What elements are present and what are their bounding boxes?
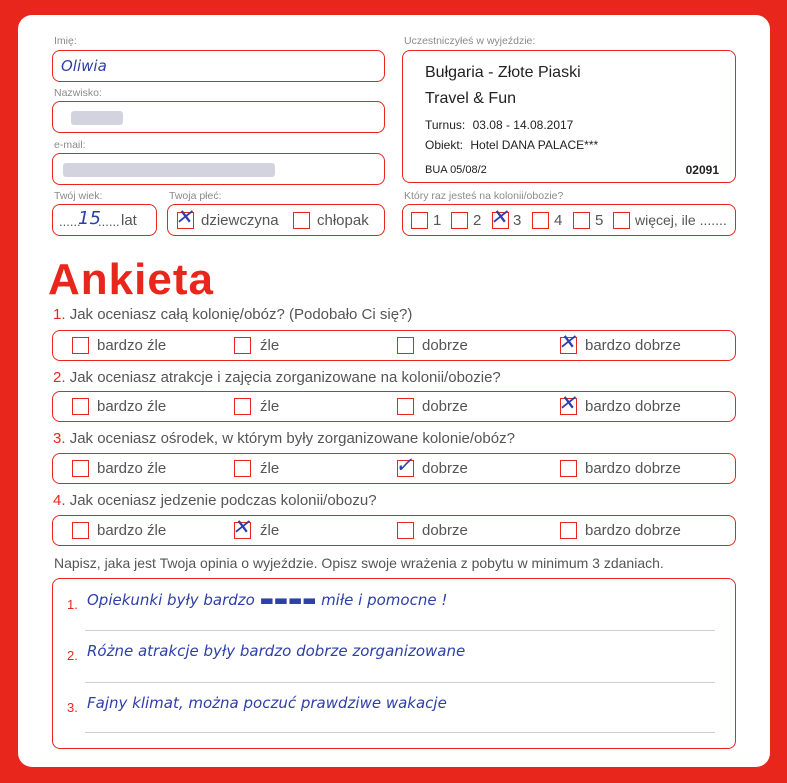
- check-mark-icon: ✓: [395, 454, 413, 477]
- q4-checkbox-zle[interactable]: [232, 516, 251, 539]
- q4-option-bardzo-dobrze: bardzo dobrze: [585, 522, 681, 539]
- trip-info-box: [402, 50, 736, 183]
- age-dots-right: ......: [98, 214, 120, 229]
- q3-option-bardzo-zle: bardzo źle: [97, 460, 167, 477]
- q4-option-dobrze: dobrze: [422, 522, 468, 539]
- opinion-line-3: Fajny klimat, można poczuć prawdziwe wakacje: [87, 694, 447, 712]
- trip-code: BUA 05/08/2: [425, 164, 487, 176]
- turnus-label: Turnus:: [425, 118, 466, 132]
- check-mark-icon: ✕: [558, 331, 576, 354]
- question-1: [53, 306, 412, 323]
- trip-number: 02091: [685, 163, 719, 177]
- obiekt-label: Obiekt:: [425, 138, 464, 152]
- q4-option-bardzo-zle: bardzo źle: [97, 522, 167, 539]
- opinion-line-2: Różne atrakcje były bardzo dobrze zorganizowane: [87, 642, 466, 660]
- q4-option-zle: źle: [260, 522, 280, 539]
- question-text: Jak oceniasz jedzenie podczas kolonii/obozu?: [69, 492, 377, 509]
- times-checkbox-2[interactable]: [451, 212, 468, 229]
- trip-turnus: [425, 118, 573, 132]
- question-3: [53, 430, 515, 447]
- opinion-line-1: Opiekunki były bardzo ▬▬▬▬ miłe i pomocne !: [87, 591, 448, 609]
- opinion-line-number: 3.: [67, 700, 78, 715]
- obiekt-value: Hotel DANA PALACE***: [470, 138, 599, 152]
- times-checkbox-3[interactable]: [490, 206, 509, 229]
- times-option-3: 3: [513, 212, 522, 229]
- q3-option-bardzo-dobrze: bardzo dobrze: [585, 460, 681, 477]
- gender-option-boy: chłopak: [317, 212, 369, 229]
- q1-option-bardzo-dobrze: bardzo dobrze: [585, 337, 681, 354]
- q1-checkbox-bardzo-dobrze[interactable]: [558, 331, 577, 354]
- gender-field: [167, 204, 385, 236]
- rating-row-3: [52, 453, 736, 484]
- gender-checkbox-girl[interactable]: [175, 206, 194, 229]
- surname-label: Nazwisko:: [54, 87, 102, 99]
- question-text: Jak oceniasz całą kolonię/obóz? (Podobało Ci się?): [69, 306, 413, 323]
- q2-checkbox-zle[interactable]: [234, 398, 251, 415]
- check-mark-icon: ✕: [558, 392, 576, 415]
- check-mark-icon: ✕: [175, 206, 193, 229]
- gender-checkbox-boy[interactable]: [293, 212, 310, 229]
- email-redacted: [63, 163, 275, 177]
- times-checkbox-4[interactable]: [532, 212, 549, 229]
- survey-title: Ankieta: [48, 255, 214, 304]
- question-number: 2.: [53, 369, 66, 386]
- times-option-1: 1: [433, 212, 442, 229]
- trip-destination: Bułgaria - Złote Piaski: [425, 64, 581, 81]
- opinion-prompt: Napisz, jaka jest Twoja opinia o wyjeździe. Opisz swoje wrażenia z pobytu w minimum 3 zdaniach.: [54, 555, 664, 571]
- line-divider: [85, 732, 715, 733]
- q2-option-zle: źle: [260, 398, 280, 415]
- opinion-box[interactable]: [52, 578, 736, 749]
- q1-option-dobrze: dobrze: [422, 337, 468, 354]
- q1-checkbox-bardzo-zle[interactable]: [72, 337, 89, 354]
- age-value: 15: [78, 208, 101, 229]
- q2-option-bardzo-zle: bardzo źle: [97, 398, 167, 415]
- q4-checkbox-bardzo-dobrze[interactable]: [560, 522, 577, 539]
- rating-row-1: [52, 330, 736, 361]
- question-number: 3.: [53, 430, 66, 447]
- times-checkbox-more[interactable]: [613, 212, 630, 229]
- trip-obiekt: [425, 138, 598, 152]
- age-unit: lat: [121, 212, 137, 229]
- surname-field[interactable]: [52, 101, 385, 133]
- times-option-5: 5: [595, 212, 604, 229]
- q3-checkbox-zle[interactable]: [234, 460, 251, 477]
- rating-row-4: [52, 515, 736, 546]
- q1-checkbox-dobrze[interactable]: [397, 337, 414, 354]
- line-divider: [85, 682, 715, 683]
- times-field: [402, 204, 736, 236]
- q3-checkbox-bardzo-zle[interactable]: [72, 460, 89, 477]
- times-option-more: więcej, ile .......: [635, 212, 727, 228]
- gender-option-girl: dziewczyna: [201, 212, 279, 229]
- email-label: e-mail:: [54, 139, 86, 151]
- trip-label: Uczestniczyłeś w wyjeździe:: [404, 35, 536, 47]
- q3-checkbox-dobrze[interactable]: [395, 454, 414, 477]
- check-mark-icon: ✕: [232, 516, 250, 539]
- q2-checkbox-dobrze[interactable]: [397, 398, 414, 415]
- age-label: Twój wiek:: [54, 190, 103, 202]
- q4-checkbox-dobrze[interactable]: [397, 522, 414, 539]
- q4-checkbox-bardzo-zle[interactable]: [72, 522, 89, 539]
- q2-checkbox-bardzo-zle[interactable]: [72, 398, 89, 415]
- q1-option-zle: źle: [260, 337, 280, 354]
- times-label: Który raz jesteś na kolonii/obozie?: [404, 190, 564, 202]
- q1-option-bardzo-zle: bardzo źle: [97, 337, 167, 354]
- q2-option-bardzo-dobrze: bardzo dobrze: [585, 398, 681, 415]
- age-field[interactable]: [52, 204, 157, 236]
- turnus-value: 03.08 - 14.08.2017: [472, 118, 574, 132]
- question-2: [53, 369, 501, 386]
- q1-checkbox-zle[interactable]: [234, 337, 251, 354]
- name-field[interactable]: [52, 50, 385, 82]
- name-label: Imię:: [54, 35, 77, 47]
- question-text: Jak oceniasz ośrodek, w którym były zorganizowane kolonie/obóz?: [69, 430, 515, 447]
- times-checkbox-5[interactable]: [573, 212, 590, 229]
- question-number: 4.: [53, 492, 66, 509]
- times-option-2: 2: [473, 212, 482, 229]
- survey-sheet: [18, 15, 770, 767]
- times-checkbox-1[interactable]: [411, 212, 428, 229]
- question-text: Jak oceniasz atrakcje i zajęcia zorganizowane na kolonii/obozie?: [69, 369, 501, 386]
- question-number: 1.: [53, 306, 66, 323]
- question-4: [53, 492, 377, 509]
- surname-redacted: [71, 111, 123, 125]
- q2-checkbox-bardzo-dobrze[interactable]: [558, 392, 577, 415]
- times-option-4: 4: [554, 212, 563, 229]
- q3-checkbox-bardzo-dobrze[interactable]: [560, 460, 577, 477]
- check-mark-icon: ✕: [490, 206, 508, 229]
- opinion-line-number: 1.: [67, 597, 78, 612]
- age-dots-left: ......: [59, 214, 81, 229]
- name-value: Oliwia: [61, 57, 107, 75]
- email-field[interactable]: [52, 153, 385, 185]
- q3-option-zle: źle: [260, 460, 280, 477]
- opinion-line-number: 2.: [67, 648, 78, 663]
- q3-option-dobrze: dobrze: [422, 460, 468, 477]
- gender-label: Twoja płeć:: [169, 190, 222, 202]
- trip-organizer: Travel & Fun: [425, 90, 516, 107]
- q2-option-dobrze: dobrze: [422, 398, 468, 415]
- rating-row-2: [52, 391, 736, 422]
- line-divider: [85, 630, 715, 631]
